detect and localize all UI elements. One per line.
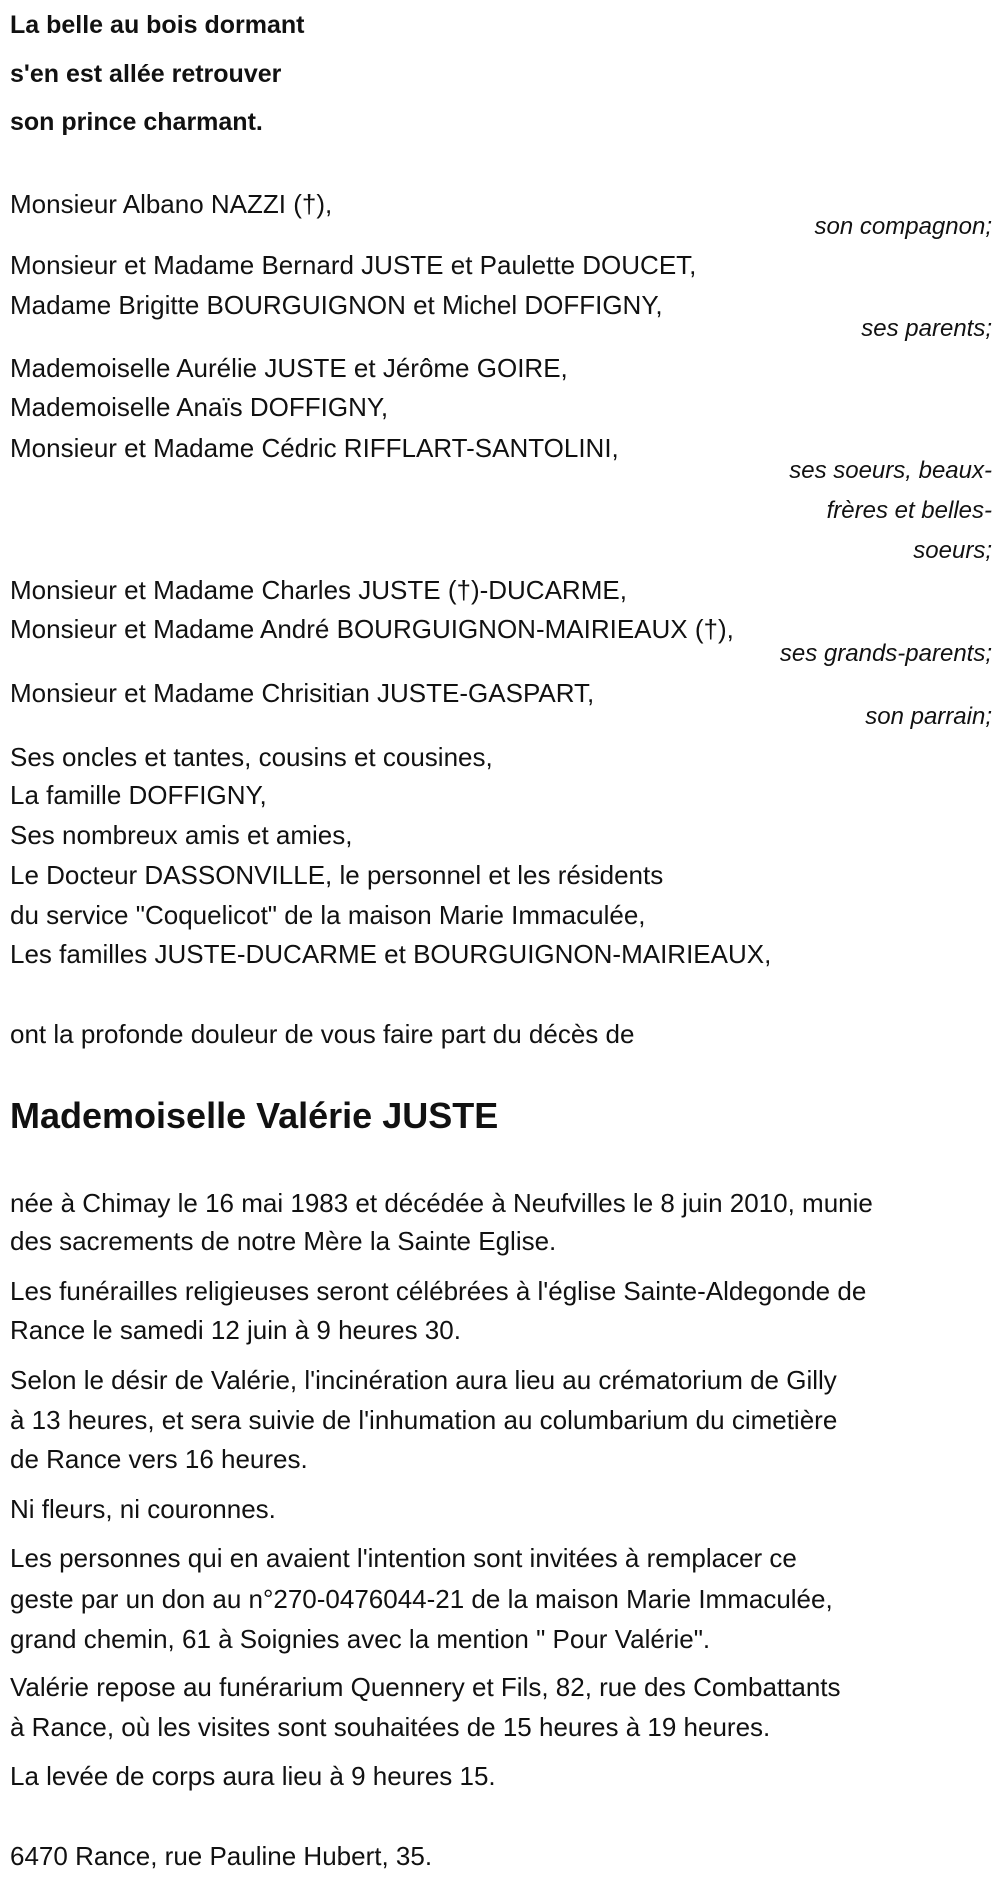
relation-label: soeurs;	[913, 537, 992, 564]
relation-label: ses parents;	[861, 315, 992, 342]
detail-line: Ni fleurs, ni couronnes.	[10, 1494, 276, 1524]
detail-line: Selon le désir de Valérie, l'incinération aura lieu au crématorium de Gilly	[10, 1365, 837, 1395]
family-line: Monsieur et Madame Cédric RIFFLART-SANTOLINI,	[10, 433, 619, 463]
relation-label: ses soeurs, beaux-	[789, 457, 992, 484]
mourner-line: Ses oncles et tantes, cousins et cousines,	[10, 742, 493, 772]
deceased-name: Mademoiselle Valérie JUSTE	[10, 1095, 499, 1136]
detail-line: à 13 heures, et sera suivie de l'inhumation au columbarium du cimetière	[10, 1405, 838, 1435]
family-line: Madame Brigitte BOURGUIGNON et Michel DOFFIGNY,	[10, 290, 663, 320]
family-line: Monsieur Albano NAZZI (†),	[10, 189, 333, 219]
family-line: Monsieur et Madame Charles JUSTE (†)-DUCARME,	[10, 575, 627, 605]
mourner-line: La famille DOFFIGNY,	[10, 780, 267, 810]
family-line: Monsieur et Madame André BOURGUIGNON-MAIRIEAUX (†),	[10, 614, 734, 644]
detail-line: de Rance vers 16 heures.	[10, 1444, 308, 1474]
detail-line: à Rance, où les visites sont souhaitées de 15 heures à 19 heures.	[10, 1712, 771, 1742]
detail-line: des sacrements de notre Mère la Sainte Eglise.	[10, 1226, 557, 1256]
epigraph-line: La belle au bois dormant	[10, 11, 305, 39]
relation-label: son parrain;	[865, 703, 992, 730]
mourner-line: du service "Coquelicot" de la maison Marie Immaculée,	[10, 900, 646, 930]
detail-line: née à Chimay le 16 mai 1983 et décédée à Neufvilles le 8 juin 2010, munie	[10, 1188, 873, 1218]
mourner-line: Le Docteur DASSONVILLE, le personnel et les résidents	[10, 860, 664, 890]
detail-line: grand chemin, 61 à Soignies avec la mention " Pour Valérie".	[10, 1624, 711, 1654]
detail-line: Valérie repose au funérarium Quennery et Fils, 82, rue des Combattants	[10, 1672, 841, 1702]
detail-line: La levée de corps aura lieu à 9 heures 15.	[10, 1761, 496, 1791]
epigraph-line: s'en est allée retrouver	[10, 60, 282, 88]
detail-line: Les personnes qui en avaient l'intention sont invitées à remplacer ce	[10, 1543, 797, 1573]
family-line: Monsieur et Madame Chrisitian JUSTE-GASPART,	[10, 678, 595, 708]
mourner-line: Ses nombreux amis et amies,	[10, 820, 353, 850]
address: 6470 Rance, rue Pauline Hubert, 35.	[10, 1841, 433, 1871]
family-line: Monsieur et Madame Bernard JUSTE et Paulette DOUCET,	[10, 250, 697, 280]
detail-line: Rance le samedi 12 juin à 9 heures 30.	[10, 1315, 461, 1345]
mourner-line: Les familles JUSTE-DUCARME et BOURGUIGNON-MAIRIEAUX,	[10, 939, 772, 969]
relation-label: ses grands-parents;	[779, 640, 992, 667]
detail-line: Les funérailles religieuses seront célébrées à l'église Sainte-Aldegonde de	[10, 1276, 867, 1306]
family-line: Mademoiselle Anaïs DOFFIGNY,	[10, 392, 389, 422]
relation-label: frères et belles-	[826, 497, 992, 524]
detail-line: geste par un don au n°270-0476044-21 de la maison Marie Immaculée,	[10, 1584, 833, 1614]
family-line: Mademoiselle Aurélie JUSTE et Jérôme GOIRE,	[10, 353, 568, 383]
relation-label: son compagnon;	[814, 213, 992, 240]
epigraph-line: son prince charmant.	[10, 108, 263, 136]
announcement: ont la profonde douleur de vous faire part du décès de	[10, 1019, 635, 1049]
